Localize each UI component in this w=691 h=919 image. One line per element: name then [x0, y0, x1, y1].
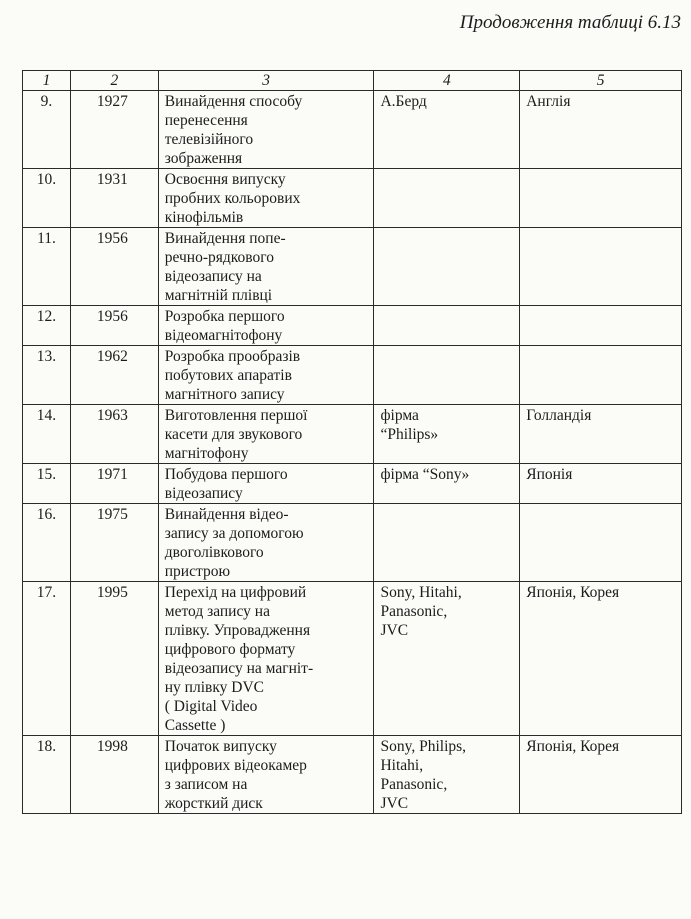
row-event: Винайдення відео- запису за допомогою двоголівкового пристрою — [158, 504, 374, 582]
table-caption: Продовження таблиці 6.13 — [459, 12, 681, 33]
row-year: 1995 — [70, 582, 158, 736]
row-year: 1963 — [70, 405, 158, 464]
table-row — [23, 91, 682, 169]
row-year: 1956 — [70, 228, 158, 306]
row-country — [520, 228, 682, 306]
row-country — [520, 504, 682, 582]
row-event: Винайдення способу перенесення телевізійного зображення — [158, 91, 374, 169]
table-row — [23, 405, 682, 464]
row-event: Винайдення попе- речно-рядкового відеозапису на магнітній плівці — [158, 228, 374, 306]
inventions-table — [22, 70, 682, 814]
header-col-5: 5 — [520, 71, 682, 91]
header-row — [23, 71, 682, 91]
header-col-4: 4 — [374, 71, 520, 91]
row-country: Голландія — [520, 405, 682, 464]
row-country: Японія — [520, 464, 682, 504]
row-number: 16. — [23, 504, 71, 582]
header-col-3: 3 — [158, 71, 374, 91]
row-number: 17. — [23, 582, 71, 736]
row-year: 1956 — [70, 306, 158, 346]
row-number: 15. — [23, 464, 71, 504]
row-event: Освоєння випуску пробних кольорових кінофільмів — [158, 169, 374, 228]
table-row — [23, 169, 682, 228]
row-event: Початок випуску цифрових відеокамер з записом на жорсткий диск — [158, 736, 374, 814]
row-year: 1962 — [70, 346, 158, 405]
row-event: Розробка прообразів побутових апаратів магнітного запису — [158, 346, 374, 405]
row-number: 9. — [23, 91, 71, 169]
row-who — [374, 306, 520, 346]
row-country: Англія — [520, 91, 682, 169]
row-who: Sony, Philips, Hitahi, Panasonic, JVC — [374, 736, 520, 814]
row-country — [520, 346, 682, 405]
row-number: 14. — [23, 405, 71, 464]
row-who: Sony, Hitahi, Panasonic, JVC — [374, 582, 520, 736]
row-who — [374, 346, 520, 405]
row-year: 1971 — [70, 464, 158, 504]
row-number: 10. — [23, 169, 71, 228]
row-who — [374, 228, 520, 306]
row-who: фірма “Sony» — [374, 464, 520, 504]
table-row — [23, 306, 682, 346]
header-col-1: 1 — [23, 71, 71, 91]
row-country — [520, 306, 682, 346]
row-year: 1975 — [70, 504, 158, 582]
table-row — [23, 228, 682, 306]
header-col-2: 2 — [70, 71, 158, 91]
row-who: А.Берд — [374, 91, 520, 169]
row-event: Виготовлення першої касети для звукового магнітофону — [158, 405, 374, 464]
row-who — [374, 169, 520, 228]
row-who: фірма “Philips» — [374, 405, 520, 464]
row-number: 11. — [23, 228, 71, 306]
row-year: 1931 — [70, 169, 158, 228]
row-event: Перехід на цифровий метод запису на плівку. Упровадження цифрового формату відеозапису на магніт- ну плівку DVC ( Digital Video Cassette ) — [158, 582, 374, 736]
table-row — [23, 464, 682, 504]
table-row — [23, 582, 682, 736]
table-row — [23, 346, 682, 405]
table-row — [23, 736, 682, 814]
row-country: Японія, Корея — [520, 736, 682, 814]
row-country: Японія, Корея — [520, 582, 682, 736]
row-number: 18. — [23, 736, 71, 814]
row-event: Побудова першого відеозапису — [158, 464, 374, 504]
row-country — [520, 169, 682, 228]
row-event: Розробка першого відеомагнітофону — [158, 306, 374, 346]
row-number: 13. — [23, 346, 71, 405]
row-year: 1927 — [70, 91, 158, 169]
row-number: 12. — [23, 306, 71, 346]
table-row — [23, 504, 682, 582]
row-who — [374, 504, 520, 582]
row-year: 1998 — [70, 736, 158, 814]
